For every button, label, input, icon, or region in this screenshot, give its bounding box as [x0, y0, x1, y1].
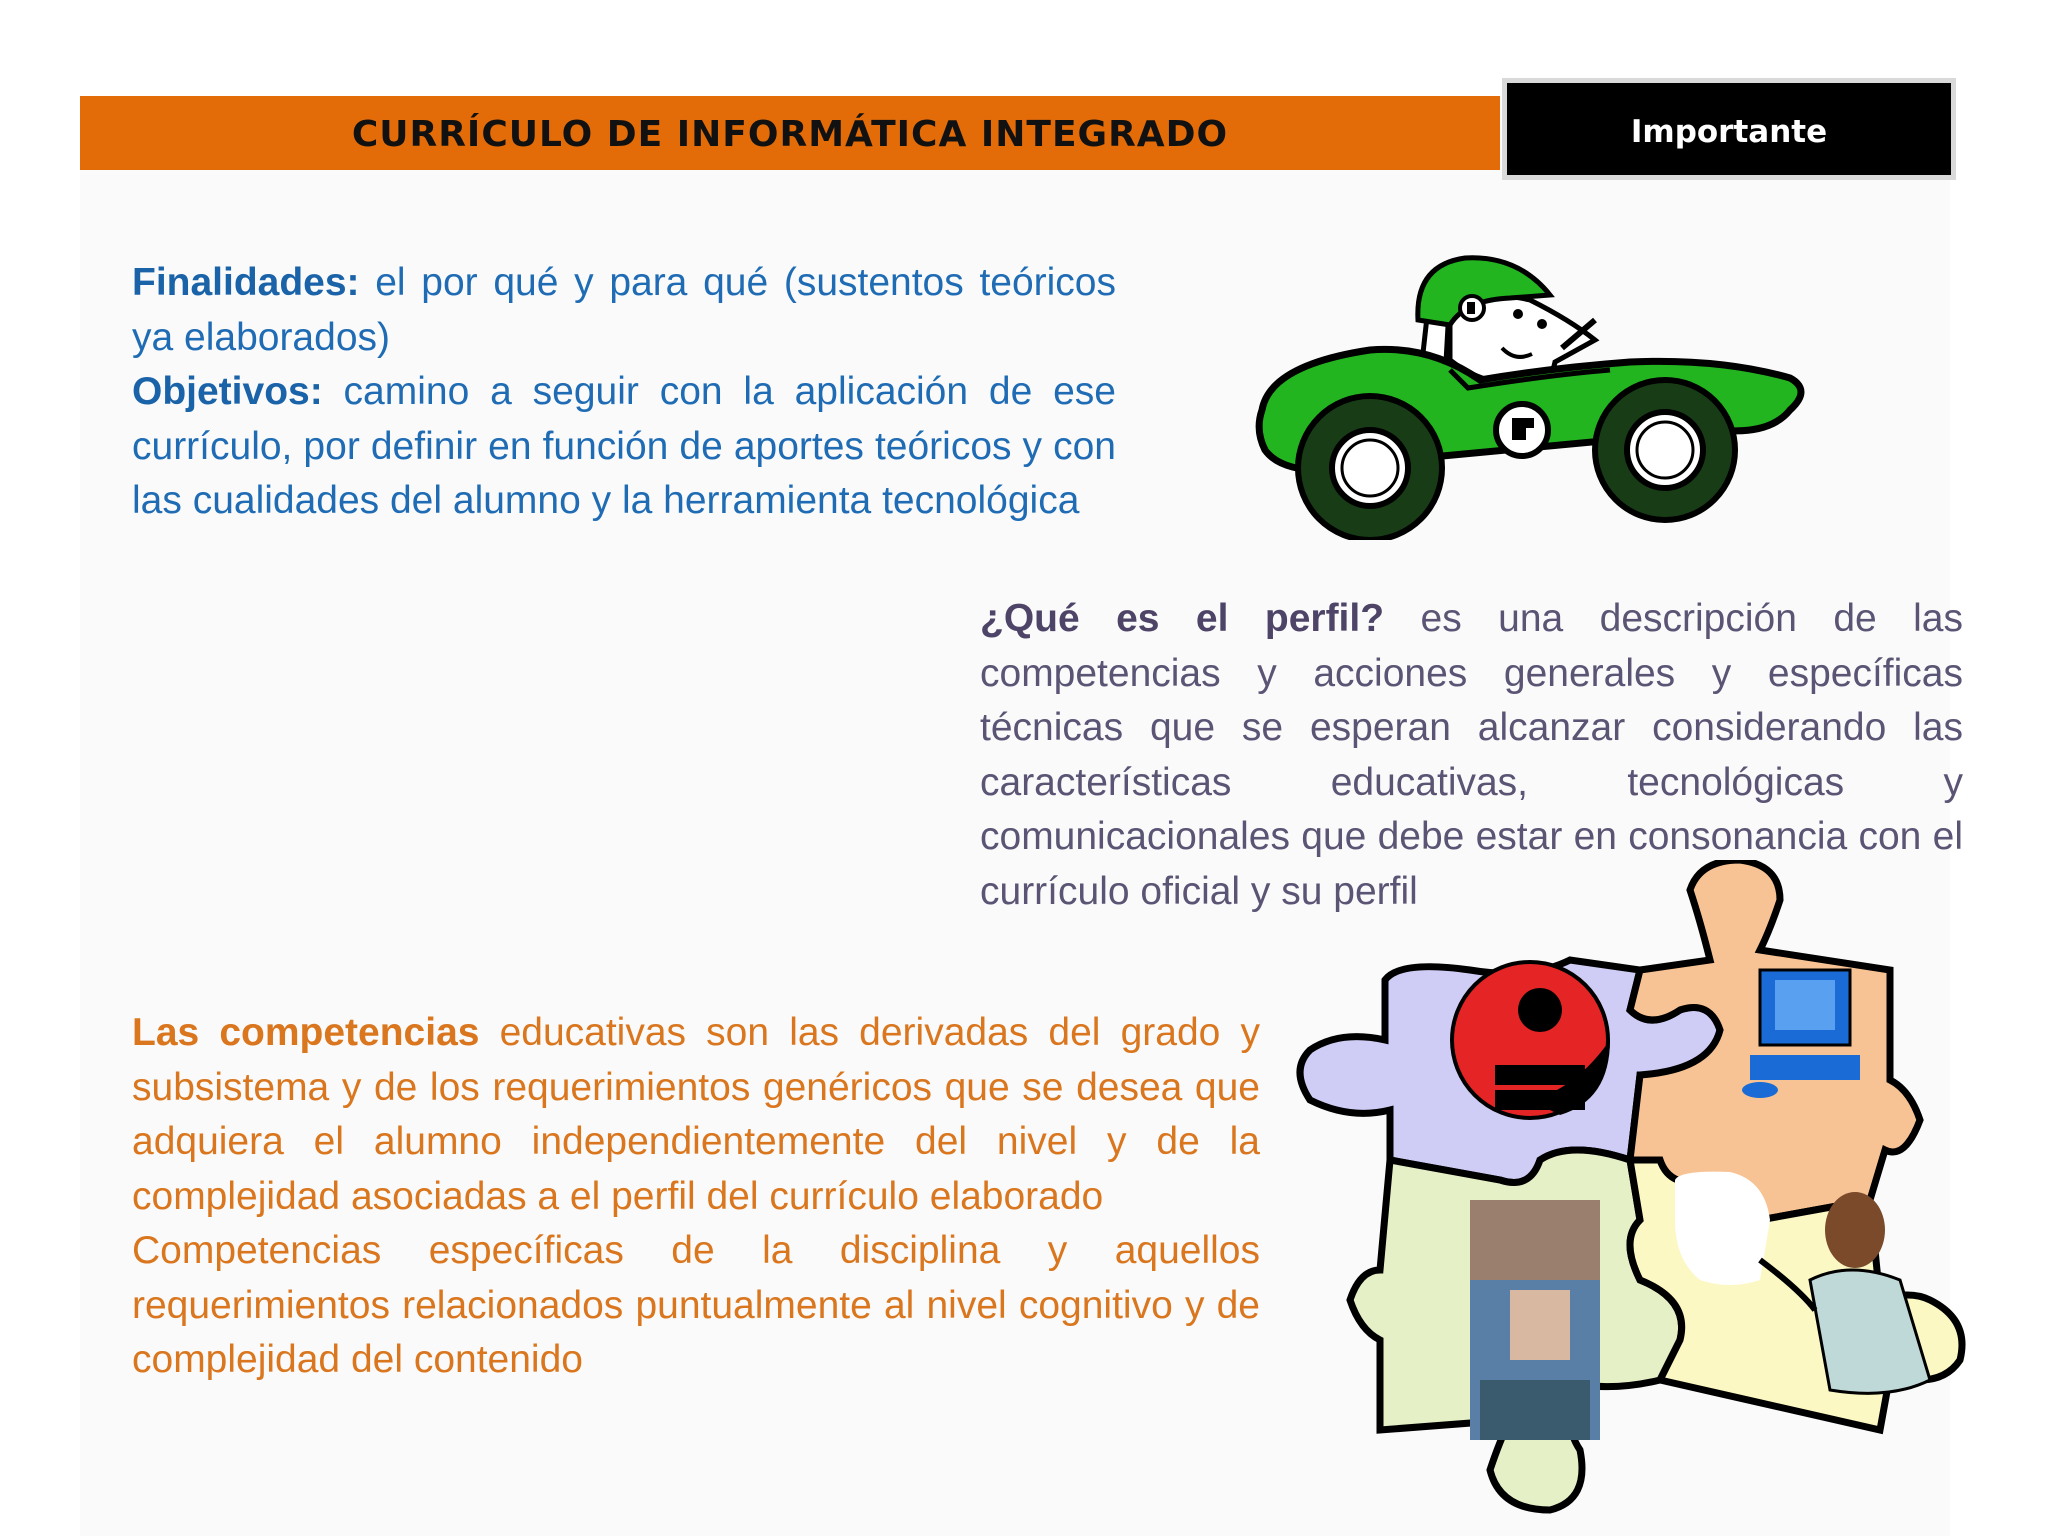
finalidades-text: el por qué y para qué (sustentos teóricos ya elaborados) — [132, 261, 1116, 359]
finalidades-objetivos-block — [132, 256, 1116, 529]
finalidades-label: Finalidades: — [132, 261, 360, 304]
objetivos-text: camino a seguir con la aplicación de ese currículo, por definir en función de aportes teóricos y con las cualidades del alumno y la herramienta tecnológica — [132, 370, 1116, 522]
objetivos-label: Objetivos: — [132, 370, 323, 413]
perfil-label: ¿Qué es el perfil? — [980, 597, 1385, 640]
competencias-block — [132, 1006, 1260, 1388]
badge-label: Importante — [1630, 114, 1828, 150]
competencias-text: educativas son las derivadas del grado y subsistema y de los requerimientos genéricos que se desea que adquiera el alumno independientemente del nivel y de la complejidad asociadas a el perfil del currículo elaborado — [132, 1011, 1260, 1218]
competencias-especificas-text: Competencias específicas de la disciplina y aquellos requerimientos relacionados puntualmente al nivel cognitivo y de complejidad del contenido — [132, 1229, 1260, 1381]
importante-badge — [1502, 78, 1956, 180]
race-car-image — [1250, 250, 1810, 540]
page-title: CURRÍCULO DE INFORMÁTICA INTEGRADO — [351, 114, 1229, 155]
puzzle-image — [1290, 860, 1980, 1536]
competencias-label: Las competencias — [132, 1011, 480, 1054]
title-bar — [80, 96, 1500, 170]
perfil-text: es una descripción de las competencias y acciones generales y específicas técnicas que se esperan alcanzar considerando las características educativas, tecnológicas y comunicacionales que debe estar en consonancia con el currículo oficial y su perfil — [980, 597, 1963, 913]
